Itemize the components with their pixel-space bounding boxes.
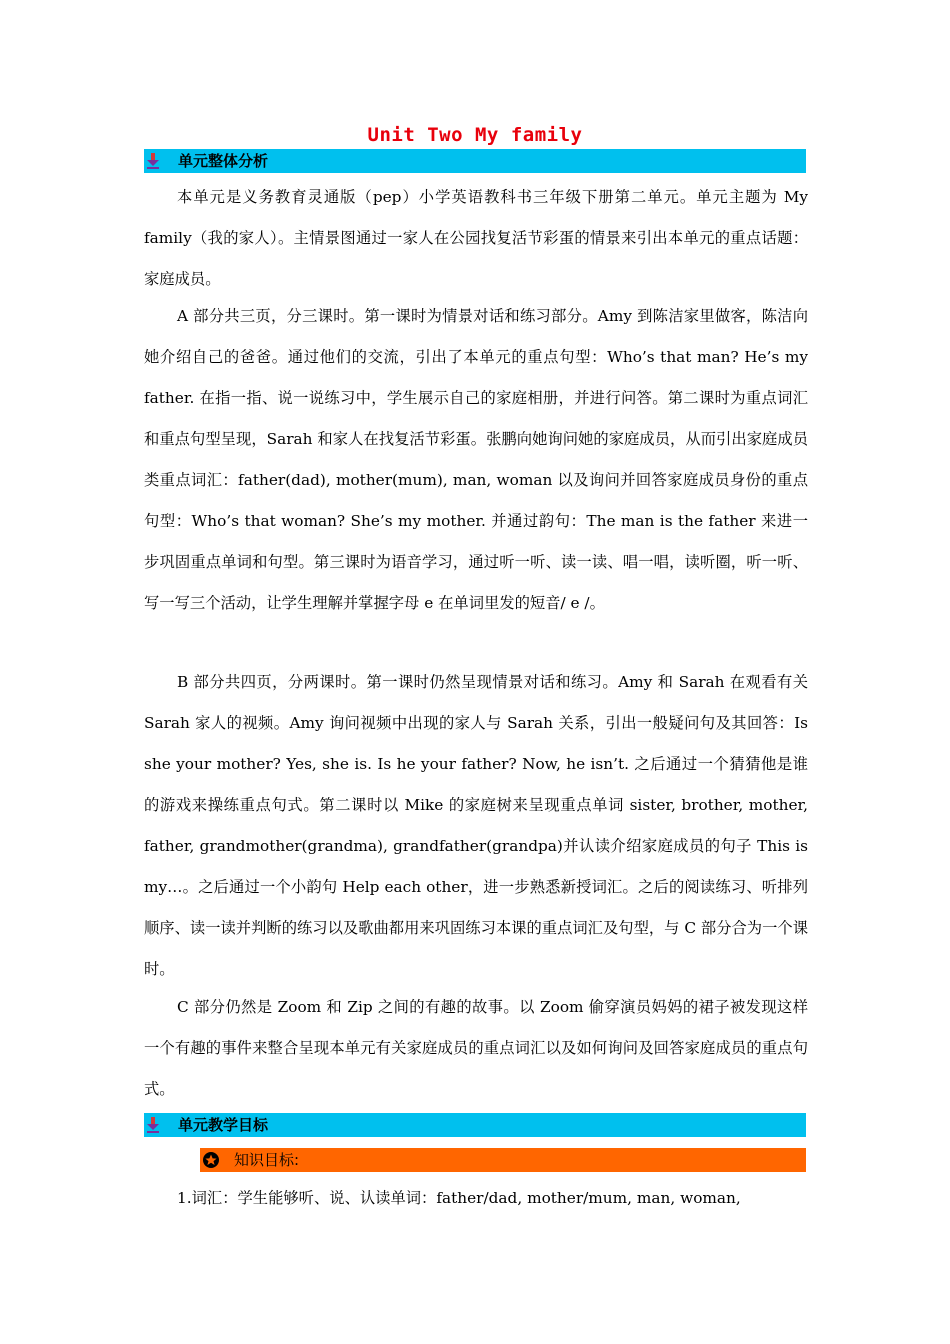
- body-paragraph: A 部分共三页，分三课时。第一课时为情景对话和练习部分。Amy 到陈洁家里做客，陈洁向她介绍自己的爸爸。通过他们的交流，引出了本单元的重点句型：Who’s that man? He’s my father. 在指一指、说一说练习中，学生展示自己的家庭相册，并进行问答。第二课时为重点词汇和重点句型呈现，Sarah 和家人在找复活节彩蛋。张鹏向她询问她的家庭成员，从而引出家庭成员类重点词汇：father(dad), mother(mum), man, woman 以及询问并回答家庭成员身份的重点句型：Who’s that woman? She’s my mother. 并通过韵句：The man is the father 来进一步巩固重点单词和句型。第三课时为语音学习，通过听一听、读一读、唱一唱，读听圈，听一听、写一写三个活动，让学生理解并掌握字母 e 在单词里发的短音/ e /。: [144, 307, 808, 612]
- down-arrow-bullet-icon: [146, 1117, 160, 1133]
- section-heading-bar: [144, 1113, 806, 1137]
- body-paragraph: C 部分仍然是 Zoom 和 Zip 之间的有趣的故事。以 Zoom 偷穿演员妈妈的裙子被发现这样一个有趣的事件来整合呈现本单元有关家庭成员的重点词汇以及如何询问及回答家庭成员的重点句式。: [144, 998, 808, 1098]
- subheading-bar: [200, 1148, 806, 1172]
- section-heading: 单元教学目标: [178, 1116, 269, 1134]
- section-heading-bar: [144, 149, 806, 173]
- objective-item: 1.词汇：学生能够听、说、认读单词：father/dad, mother/mum, man, woman,: [177, 1189, 741, 1207]
- body-paragraph: B 部分共四页，分两课时。第一课时仍然呈现情景对话和练习。Amy 和 Sarah 在观看有关 Sarah 家人的视频。Amy 询问视频中出现的家人与 Sarah 关系，引出一般疑问句及其回答：Is she your mother? Yes, she is. Is he your father? Now, he isn’t. 之后通过一个猜猜他是谁的游戏来操练重点句式。第二课时以 Mike 的家庭树来呈现重点单词 sister, brother, mother, father, grandmother(grandma), grandfather(grandpa)并认读介绍家庭成员的句子 This is my…。之后通过一个小韵句 Help each other，进一步熟悉新授词汇。之后的阅读练习、听排列顺序、读一读并判断的练习以及歌曲都用来巩固练习本课的重点词汇及句型，与 C 部分合为一个课时。: [144, 673, 808, 978]
- page-title: Unit Two My family: [367, 124, 583, 146]
- body-paragraph: 本单元是义务教育灵通版（pep）小学英语教科书三年级下册第二单元。单元主题为 My family（我的家人）。主情景图通过一家人在公园找复活节彩蛋的情景来引出本单元的重点话题：家庭成员。: [144, 188, 808, 288]
- section-heading: 单元整体分析: [178, 152, 269, 170]
- star-circle-icon: [202, 1151, 220, 1169]
- subheading: 知识目标:: [234, 1151, 300, 1169]
- down-arrow-bullet-icon: [146, 153, 160, 169]
